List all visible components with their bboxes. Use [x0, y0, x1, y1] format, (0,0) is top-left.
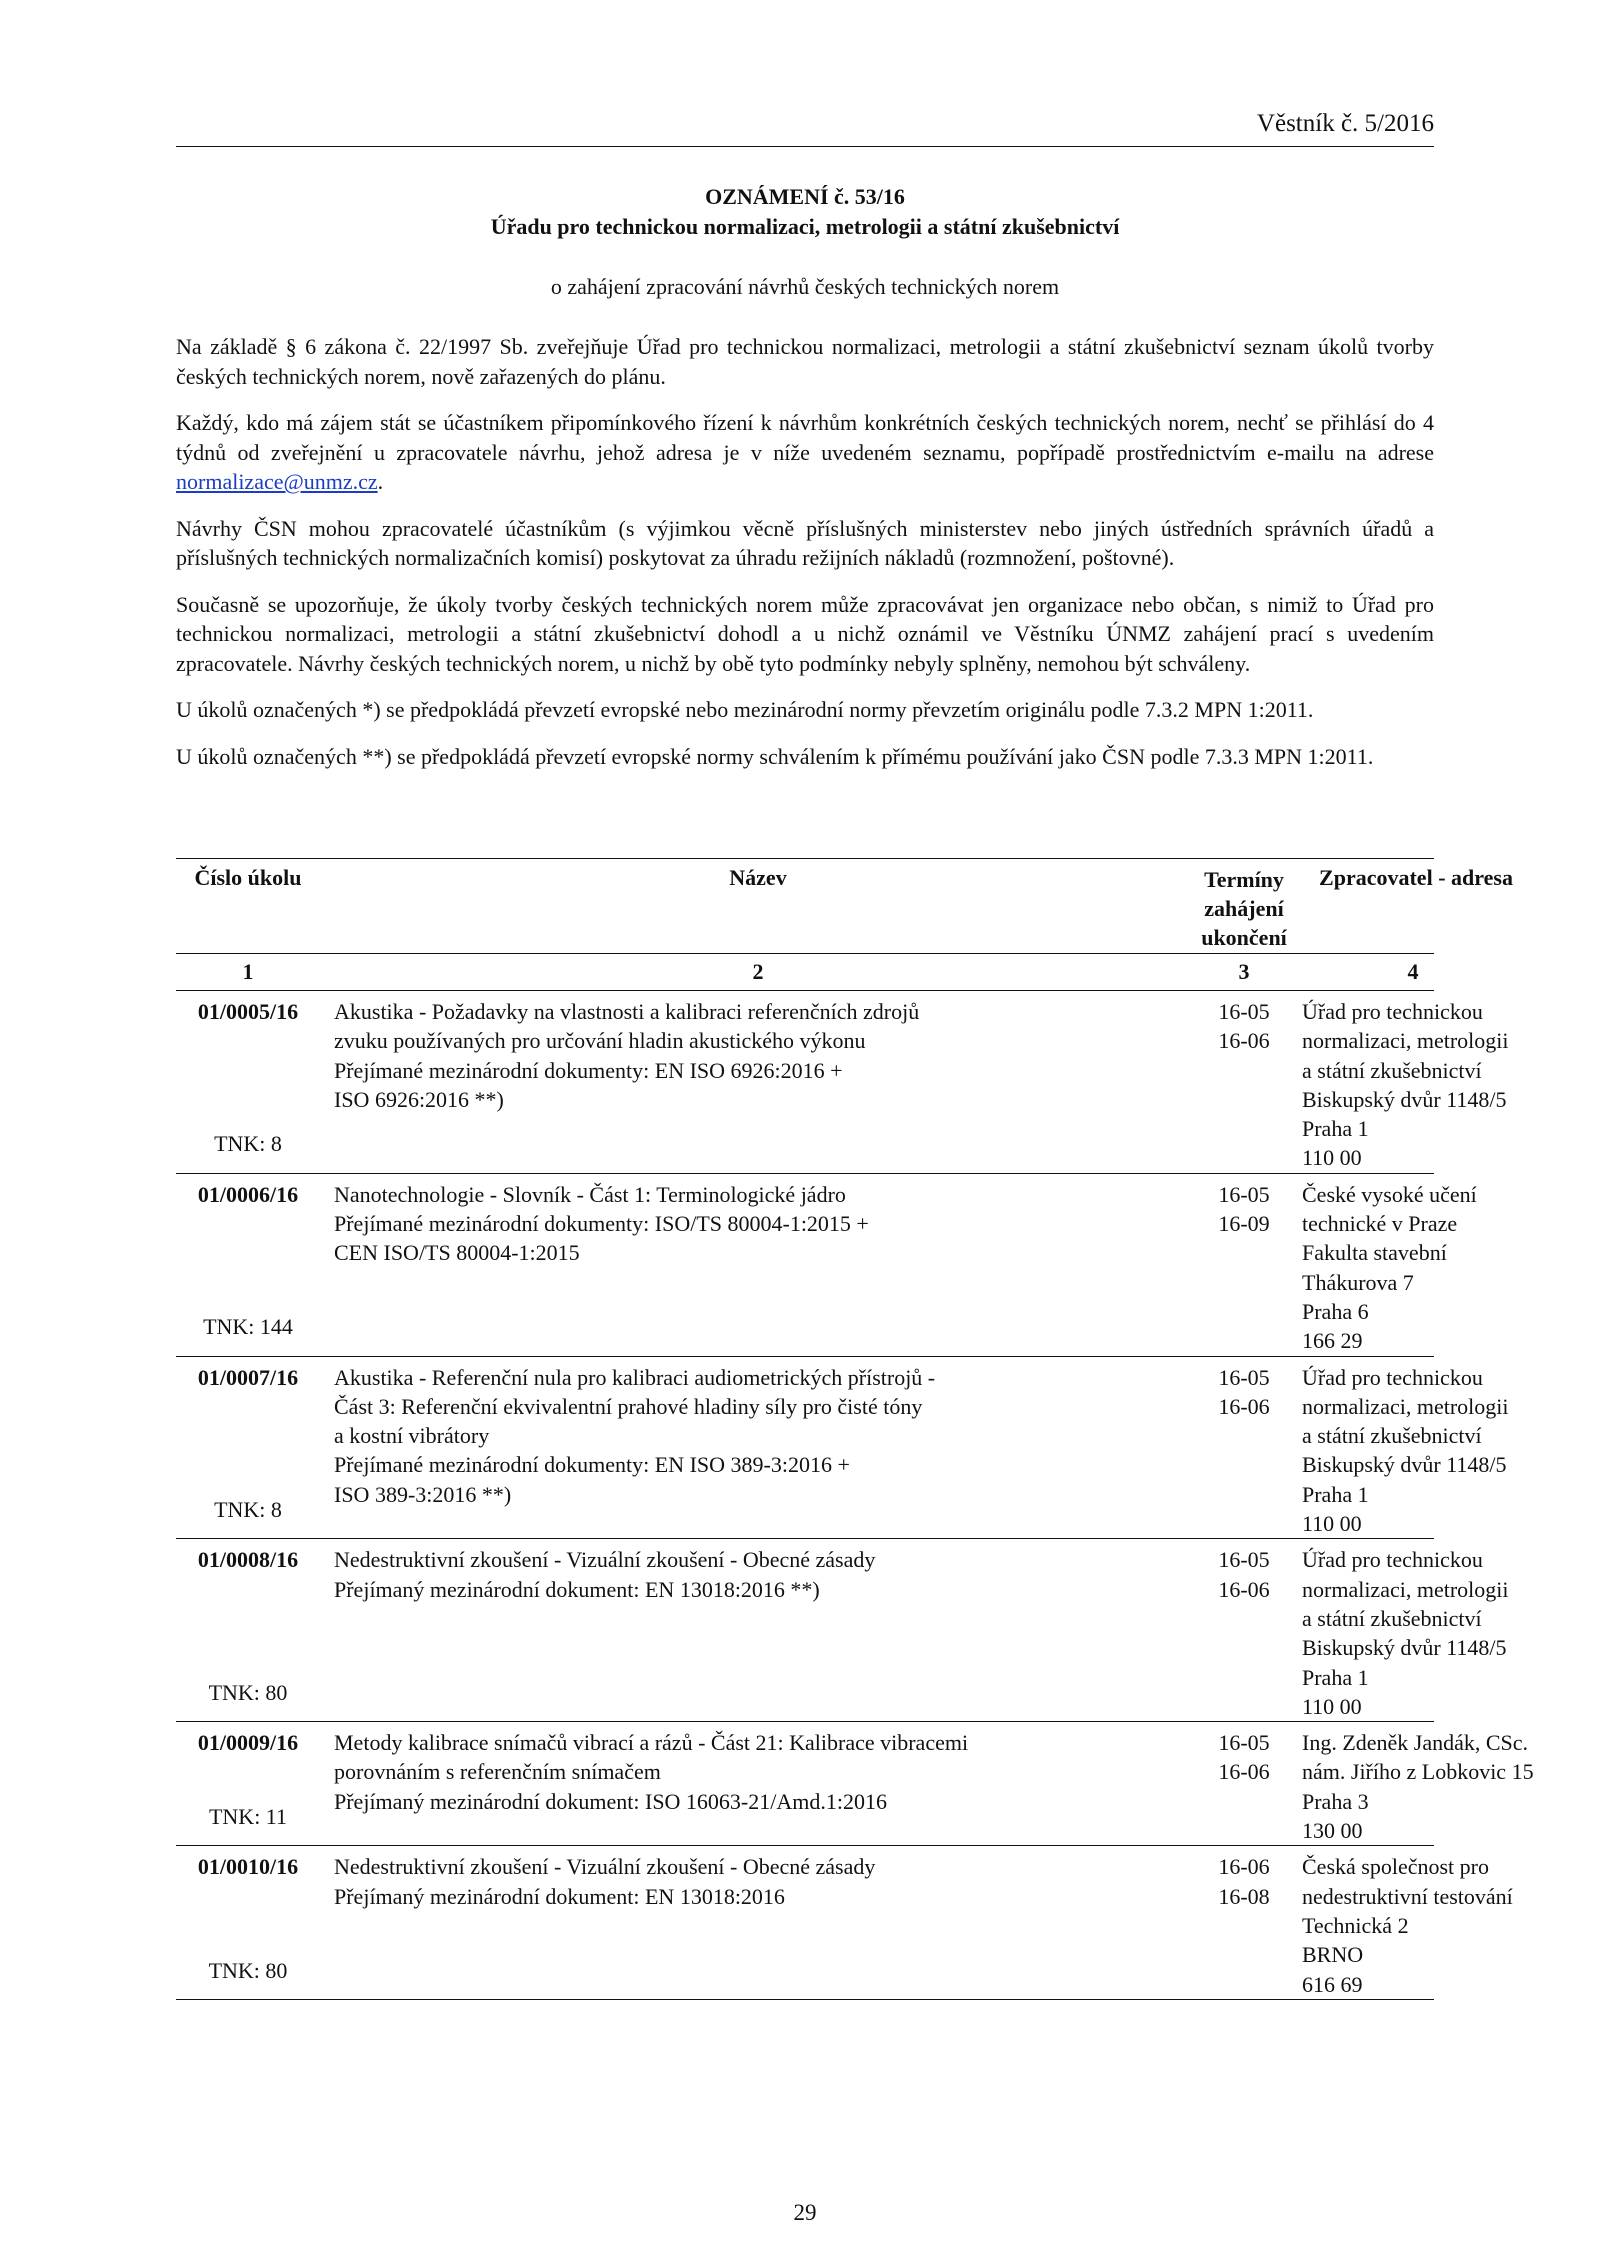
task-id-cell	[176, 1180, 320, 1356]
header-title: Název	[729, 865, 787, 890]
tnk-number: TNK: 8	[214, 1131, 282, 1157]
processor-address-cell	[1292, 1180, 1534, 1356]
processor-address-cell-line: normalizaci, metrologii	[1302, 1393, 1509, 1419]
tnk-number: TNK: 80	[208, 1679, 288, 1705]
email-link[interactable]: normalizace@unmz.cz	[176, 469, 378, 494]
task-dates-cell-line: 16-05	[1218, 1364, 1270, 1390]
task-dates-cell	[1196, 1180, 1292, 1356]
task-dates-cell	[1196, 1728, 1292, 1845]
task-name-cell-line: zvuku používaných pro určování hladin akustického výkonu	[334, 1028, 866, 1054]
processor-address-cell-line: technické v Praze	[1302, 1211, 1458, 1237]
task-name-cell-line: Přejímaný mezinárodní dokument: EN 13018:2016	[334, 1883, 785, 1909]
processor-address-cell	[1292, 1363, 1534, 1539]
task-name-cell-line: ISO 389-3:2016 **)	[334, 1481, 512, 1507]
processor-address-cell-line: normalizaci, metrologii	[1302, 1028, 1509, 1054]
task-name-cell-line: a kostní vibrátory	[334, 1423, 490, 1449]
task-name-cell	[320, 997, 1196, 1173]
announcement-title: OZNÁMENÍ č. 53/16	[705, 184, 905, 209]
processor-address-cell-line: Praha 1	[1302, 1664, 1369, 1690]
processor-address-cell-line: 110 00	[1302, 1693, 1362, 1719]
processor-address-cell-line: Praha 1	[1302, 1481, 1369, 1507]
task-dates-cell	[1196, 1545, 1292, 1721]
tnk-number: TNK: 8	[214, 1497, 282, 1523]
task-code: 01/0005/16	[197, 999, 299, 1024]
processor-address-cell	[1292, 1852, 1534, 1998]
task-id-cell	[176, 1363, 320, 1539]
task-name-cell-line: Nedestruktivní zkoušení - Vizuální zkoušení - Obecné zásady	[334, 1547, 876, 1573]
processor-address-cell-line: České vysoké učení	[1302, 1181, 1477, 1207]
header-dates	[1196, 865, 1292, 952]
task-dates-cell-line: 16-05	[1218, 999, 1270, 1024]
paragraph-conditions: Současně se upozorňuje, že úkoly tvorby českých technických norem může zpracovávat jen organizace nebo občan, s nimiž to Úřad pro technickou normalizaci, metrologii a státní zkušebnictví dohodl a u nichž oznámil ve Věstníku ÚNMZ zahájení prací s uvedením zpracovatele. Návrhy českých technických norem, u nichž by obě tyto podmínky nebyly splněny, nemohou být schváleny.	[176, 591, 1434, 676]
task-name-cell-line: Přejímané mezinárodní dokumenty: ISO/TS 80004-1:2015 +	[334, 1211, 869, 1237]
processor-address-cell-line: Biskupský dvůr 1148/5	[1302, 1452, 1507, 1478]
task-name-cell-line: Akustika - Referenční nula pro kalibraci audiometrických přístrojů -	[334, 1364, 936, 1390]
announcement-issuer: Úřadu pro technickou normalizaci, metrologii a státní zkušebnictví	[490, 214, 1120, 239]
tasks-table	[176, 858, 1534, 2000]
task-name-cell	[320, 1852, 1196, 1998]
task-code: 01/0006/16	[197, 1181, 299, 1207]
header-task-number: Číslo úkolu	[194, 865, 302, 890]
processor-address-cell-line: nám. Jiřího z Lobkovic 15	[1302, 1759, 1534, 1785]
task-dates-cell	[1196, 997, 1292, 1173]
task-name-cell-line: Přejímané mezinárodní dokumenty: EN ISO 6926:2016 +	[334, 1057, 843, 1083]
processor-address-cell-line: 110 00	[1302, 1511, 1362, 1537]
page-header	[176, 110, 1434, 138]
processor-address-cell-line: 166 29	[1302, 1328, 1363, 1354]
tnk-number: TNK: 11	[208, 1804, 287, 1830]
table-header	[176, 859, 1513, 953]
processor-address-cell-line: Česká společnost pro	[1302, 1854, 1489, 1880]
processor-address-cell-line: Fakulta stavební	[1302, 1240, 1447, 1266]
task-id-cell	[176, 1852, 320, 1998]
task-name-cell-line: Část 3: Referenční ekvivalentní prahové hladiny síly pro čisté tóny	[334, 1393, 923, 1419]
task-dates-cell-line: 16-05	[1218, 1547, 1270, 1573]
processor-address-cell-line: Úřad pro technickou	[1302, 999, 1483, 1024]
processor-address-cell-line: a státní zkušebnictví	[1302, 1423, 1482, 1449]
task-name-cell	[320, 1545, 1196, 1721]
task-dates-cell-line: 16-06	[1218, 1028, 1270, 1054]
processor-address-cell-line: Ing. Zdeněk Jandák, CSc.	[1302, 1730, 1529, 1756]
processor-address-cell-line: Úřad pro technickou	[1302, 1364, 1483, 1390]
task-name-cell-line: Akustika - Požadavky na vlastnosti a kalibraci referenčních zdrojů	[334, 999, 920, 1024]
task-dates-cell-line: 16-06	[1218, 1576, 1270, 1602]
processor-address-cell	[1292, 997, 1534, 1173]
task-dates-cell-line: 16-05	[1218, 1730, 1270, 1756]
task-dates-cell	[1196, 1852, 1292, 1998]
task-code: 01/0010/16	[197, 1854, 299, 1880]
table-row	[176, 991, 1509, 1174]
task-name-cell	[320, 1180, 1196, 1356]
table-row	[176, 1539, 1509, 1722]
header-dates-line: zahájení	[1204, 896, 1284, 921]
processor-address-cell	[1292, 1728, 1534, 1845]
announcement-body	[176, 332, 1434, 771]
task-name-cell-line: Metody kalibrace snímačů vibrací a rázů - Část 21: Kalibrace vibracemi	[334, 1730, 969, 1756]
header-processor: Zpracovatel - adresa	[1319, 865, 1513, 890]
processor-address-cell-line: Biskupský dvůr 1148/5	[1302, 1086, 1507, 1112]
task-dates-cell-line: 16-06	[1218, 1759, 1270, 1785]
processor-address-cell-line: Technická 2	[1302, 1912, 1409, 1938]
table-row	[176, 1846, 1513, 1999]
column-number-row	[176, 953, 1434, 991]
tnk-number: TNK: 80	[208, 1957, 288, 1983]
processor-address-cell-line: BRNO	[1302, 1942, 1364, 1968]
task-id-cell	[176, 1728, 320, 1845]
paragraph-fees: Návrhy ČSN mohou zpracovatelé účastníkům (s výjimkou věcně příslušných ministerstev nebo jiných ústředních správních úřadů a příslušných technických normalizačních komisí) poskytovat za úhradu režijních nákladů (rozmnožení, poštovné).	[176, 515, 1434, 570]
paragraph-note-single-star: U úkolů označených *) se předpokládá převzetí evropské nebo mezinárodní normy převzetím originálu podle 7.3.2 MPN 1:2011.	[176, 697, 1314, 722]
processor-address-cell-line: Biskupský dvůr 1148/5	[1302, 1635, 1507, 1661]
processor-address-cell-line: a státní zkušebnictví	[1302, 1057, 1482, 1083]
processor-address-cell-line: 110 00	[1302, 1145, 1362, 1171]
processor-address-cell-line: a státní zkušebnictví	[1302, 1605, 1482, 1631]
task-name-cell-line: Nanotechnologie - Slovník - Část 1: Terminologické jádro	[334, 1181, 846, 1207]
paragraph-note-double-star: U úkolů označených **) se předpokládá převzetí evropské normy schválením k přímému používání jako ČSN podle 7.3.3 MPN 1:2011.	[176, 743, 1374, 769]
processor-address-cell-line: 130 00	[1302, 1818, 1363, 1844]
processor-address-cell-line: Thákurova 7	[1302, 1269, 1414, 1295]
column-number: 4	[1407, 959, 1419, 984]
processor-address-cell-line: Praha 6	[1302, 1298, 1369, 1324]
processor-address-cell-line: nedestruktivní testování	[1302, 1883, 1513, 1909]
processor-address-cell-line: Úřad pro technickou	[1302, 1547, 1483, 1573]
table-row	[176, 1174, 1477, 1357]
task-name-cell-line: CEN ISO/TS 80004-1:2015	[334, 1240, 580, 1266]
task-dates-cell-line: 16-05	[1218, 1181, 1270, 1207]
table-row	[176, 1722, 1534, 1846]
paragraph-legal-basis: Na základě § 6 zákona č. 22/1997 Sb. zveřejňuje Úřad pro technickou normalizaci, metrologii a státní zkušebnictví seznam úkolů tvorby českých technických norem, nově zařazených do plánu.	[176, 334, 1434, 389]
task-code: 01/0007/16	[197, 1364, 299, 1390]
tnk-number: TNK: 144	[203, 1314, 293, 1340]
task-dates-cell-line: 16-06	[1218, 1854, 1270, 1880]
task-name-cell-line: Přejímané mezinárodní dokumenty: EN ISO 389-3:2016 +	[334, 1452, 850, 1478]
journal-issue: Věstník č. 5/2016	[1256, 110, 1434, 137]
paragraph-participation	[176, 408, 1434, 497]
paragraph-participation-text: Každý, kdo má zájem stát se účastníkem připomínkového řízení k návrhům konkrétních českých technických norem, nechť se přihlásí do 4 týdnů od zveřejnění u zpracovatele návrhu, jehož adresa je v níže uvedeném seznamu, popřípadě prostřednictvím e-mailu na adrese	[176, 410, 1434, 465]
task-dates-cell-line: 16-08	[1218, 1883, 1270, 1909]
table-body	[176, 991, 1534, 2000]
header-dates-line: Termíny	[1204, 867, 1284, 892]
task-id-cell	[176, 1545, 320, 1721]
task-code: 01/0008/16	[197, 1547, 299, 1573]
task-dates-cell	[1196, 1363, 1292, 1539]
header-dates-line: ukončení	[1201, 925, 1287, 950]
task-id-cell	[176, 997, 320, 1173]
processor-address-cell-line: 616 69	[1302, 1971, 1363, 1997]
paragraph-participation-end: .	[377, 469, 384, 494]
column-number: 3	[1238, 959, 1250, 984]
task-name-cell-line: Nedestruktivní zkoušení - Vizuální zkoušení - Obecné zásady	[334, 1854, 876, 1880]
announcement-subject: o zahájení zpracování návrhů českých technických norem	[550, 274, 1060, 299]
table-row	[176, 1357, 1509, 1540]
task-dates-cell-line: 16-09	[1218, 1211, 1270, 1237]
task-name-cell	[320, 1363, 1196, 1539]
column-number: 1	[242, 959, 254, 984]
task-name-cell	[320, 1728, 1196, 1845]
processor-address-cell-line: normalizaci, metrologii	[1302, 1576, 1509, 1602]
task-code: 01/0009/16	[197, 1730, 299, 1756]
processor-address-cell	[1292, 1545, 1534, 1721]
processor-address-cell-line: Praha 3	[1302, 1788, 1369, 1814]
processor-address-cell-line: Praha 1	[1302, 1116, 1369, 1142]
task-name-cell-line: Přejímaný mezinárodní dokument: EN 13018:2016 **)	[334, 1576, 820, 1602]
task-name-cell-line: ISO 6926:2016 **)	[334, 1086, 504, 1112]
column-number: 2	[752, 959, 764, 984]
task-name-cell-line: Přejímaný mezinárodní dokument: ISO 16063-21/Amd.1:2016	[334, 1788, 887, 1814]
task-dates-cell-line: 16-06	[1218, 1393, 1270, 1419]
task-name-cell-line: porovnáním s referenčním snímačem	[334, 1759, 661, 1785]
page-number: 29	[793, 2200, 817, 2225]
header-divider	[176, 146, 1434, 147]
